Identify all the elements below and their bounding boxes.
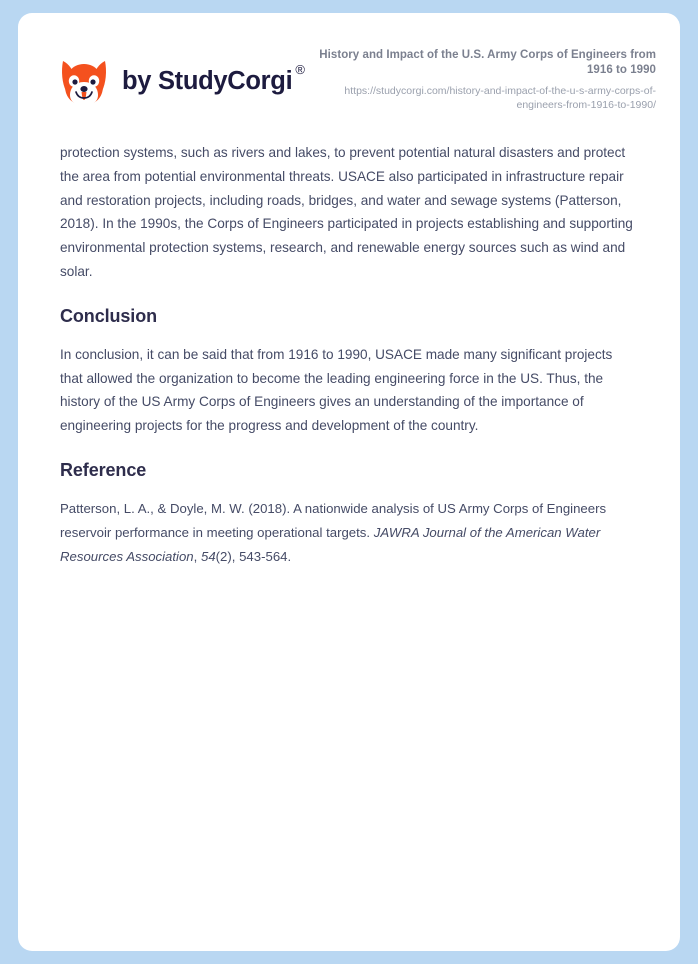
reference-citation (60, 497, 638, 568)
document-header (18, 13, 680, 141)
brand-name (122, 62, 305, 96)
citation-journal-name: JAWRA Journal of the American Water Resources Association (60, 524, 601, 564)
corgi-face-icon (60, 55, 108, 107)
document-body (18, 141, 680, 908)
body-paragraph: protection systems, such as rivers and lakes, to prevent potential natural disasters and protect the area from potential environmental threats. USACE also participated in infrastructure repair and restoration projects, including roads, bridges, and water and sewage systems (Patterson, 2018). In the 1990s, the Corps of Engineers participated in projects establishing and supporting environmental protection systems, research, and renewable energy sources such as wind and solar. (60, 145, 633, 279)
brand-logo (60, 55, 305, 107)
registered-trademark-icon: ® (295, 62, 305, 77)
citation-separator: , (193, 548, 201, 564)
header-metadata (316, 48, 656, 112)
document-url[interactable]: https://studycorgi.com/history-and-impact-of-the-u-s-army-corps-of-engineers-from-1916-to-1990/ (344, 85, 656, 112)
document-title: History and Impact of the U.S. Army Corps of Engineers from 1916 to 1990 (319, 48, 656, 76)
conclusion-paragraph: In conclusion, it can be said that from 1916 to 1990, USACE made many significant projects that allowed the organization to become the leading engineering force in the US. Thus, the history of the US Army Corps of Engineers gives an understanding of the importance of engineering projects for the progress and development of the country. (60, 346, 613, 434)
document-page-card (18, 13, 680, 951)
citation-authors-title: Patterson, L. A., & Doyle, M. W. (2018). A nationwide analysis of US Army Corps of Engineers reservoir performance in meeting operational targets. (60, 500, 607, 540)
citation-issue-pages: (2), 543-564. (215, 548, 292, 564)
brand-name-text: by StudyCorgi (122, 66, 293, 95)
reference-heading: Reference (60, 459, 147, 480)
page-whitespace (60, 568, 638, 908)
citation-volume: 54 (200, 548, 216, 564)
conclusion-heading: Conclusion (60, 305, 157, 326)
